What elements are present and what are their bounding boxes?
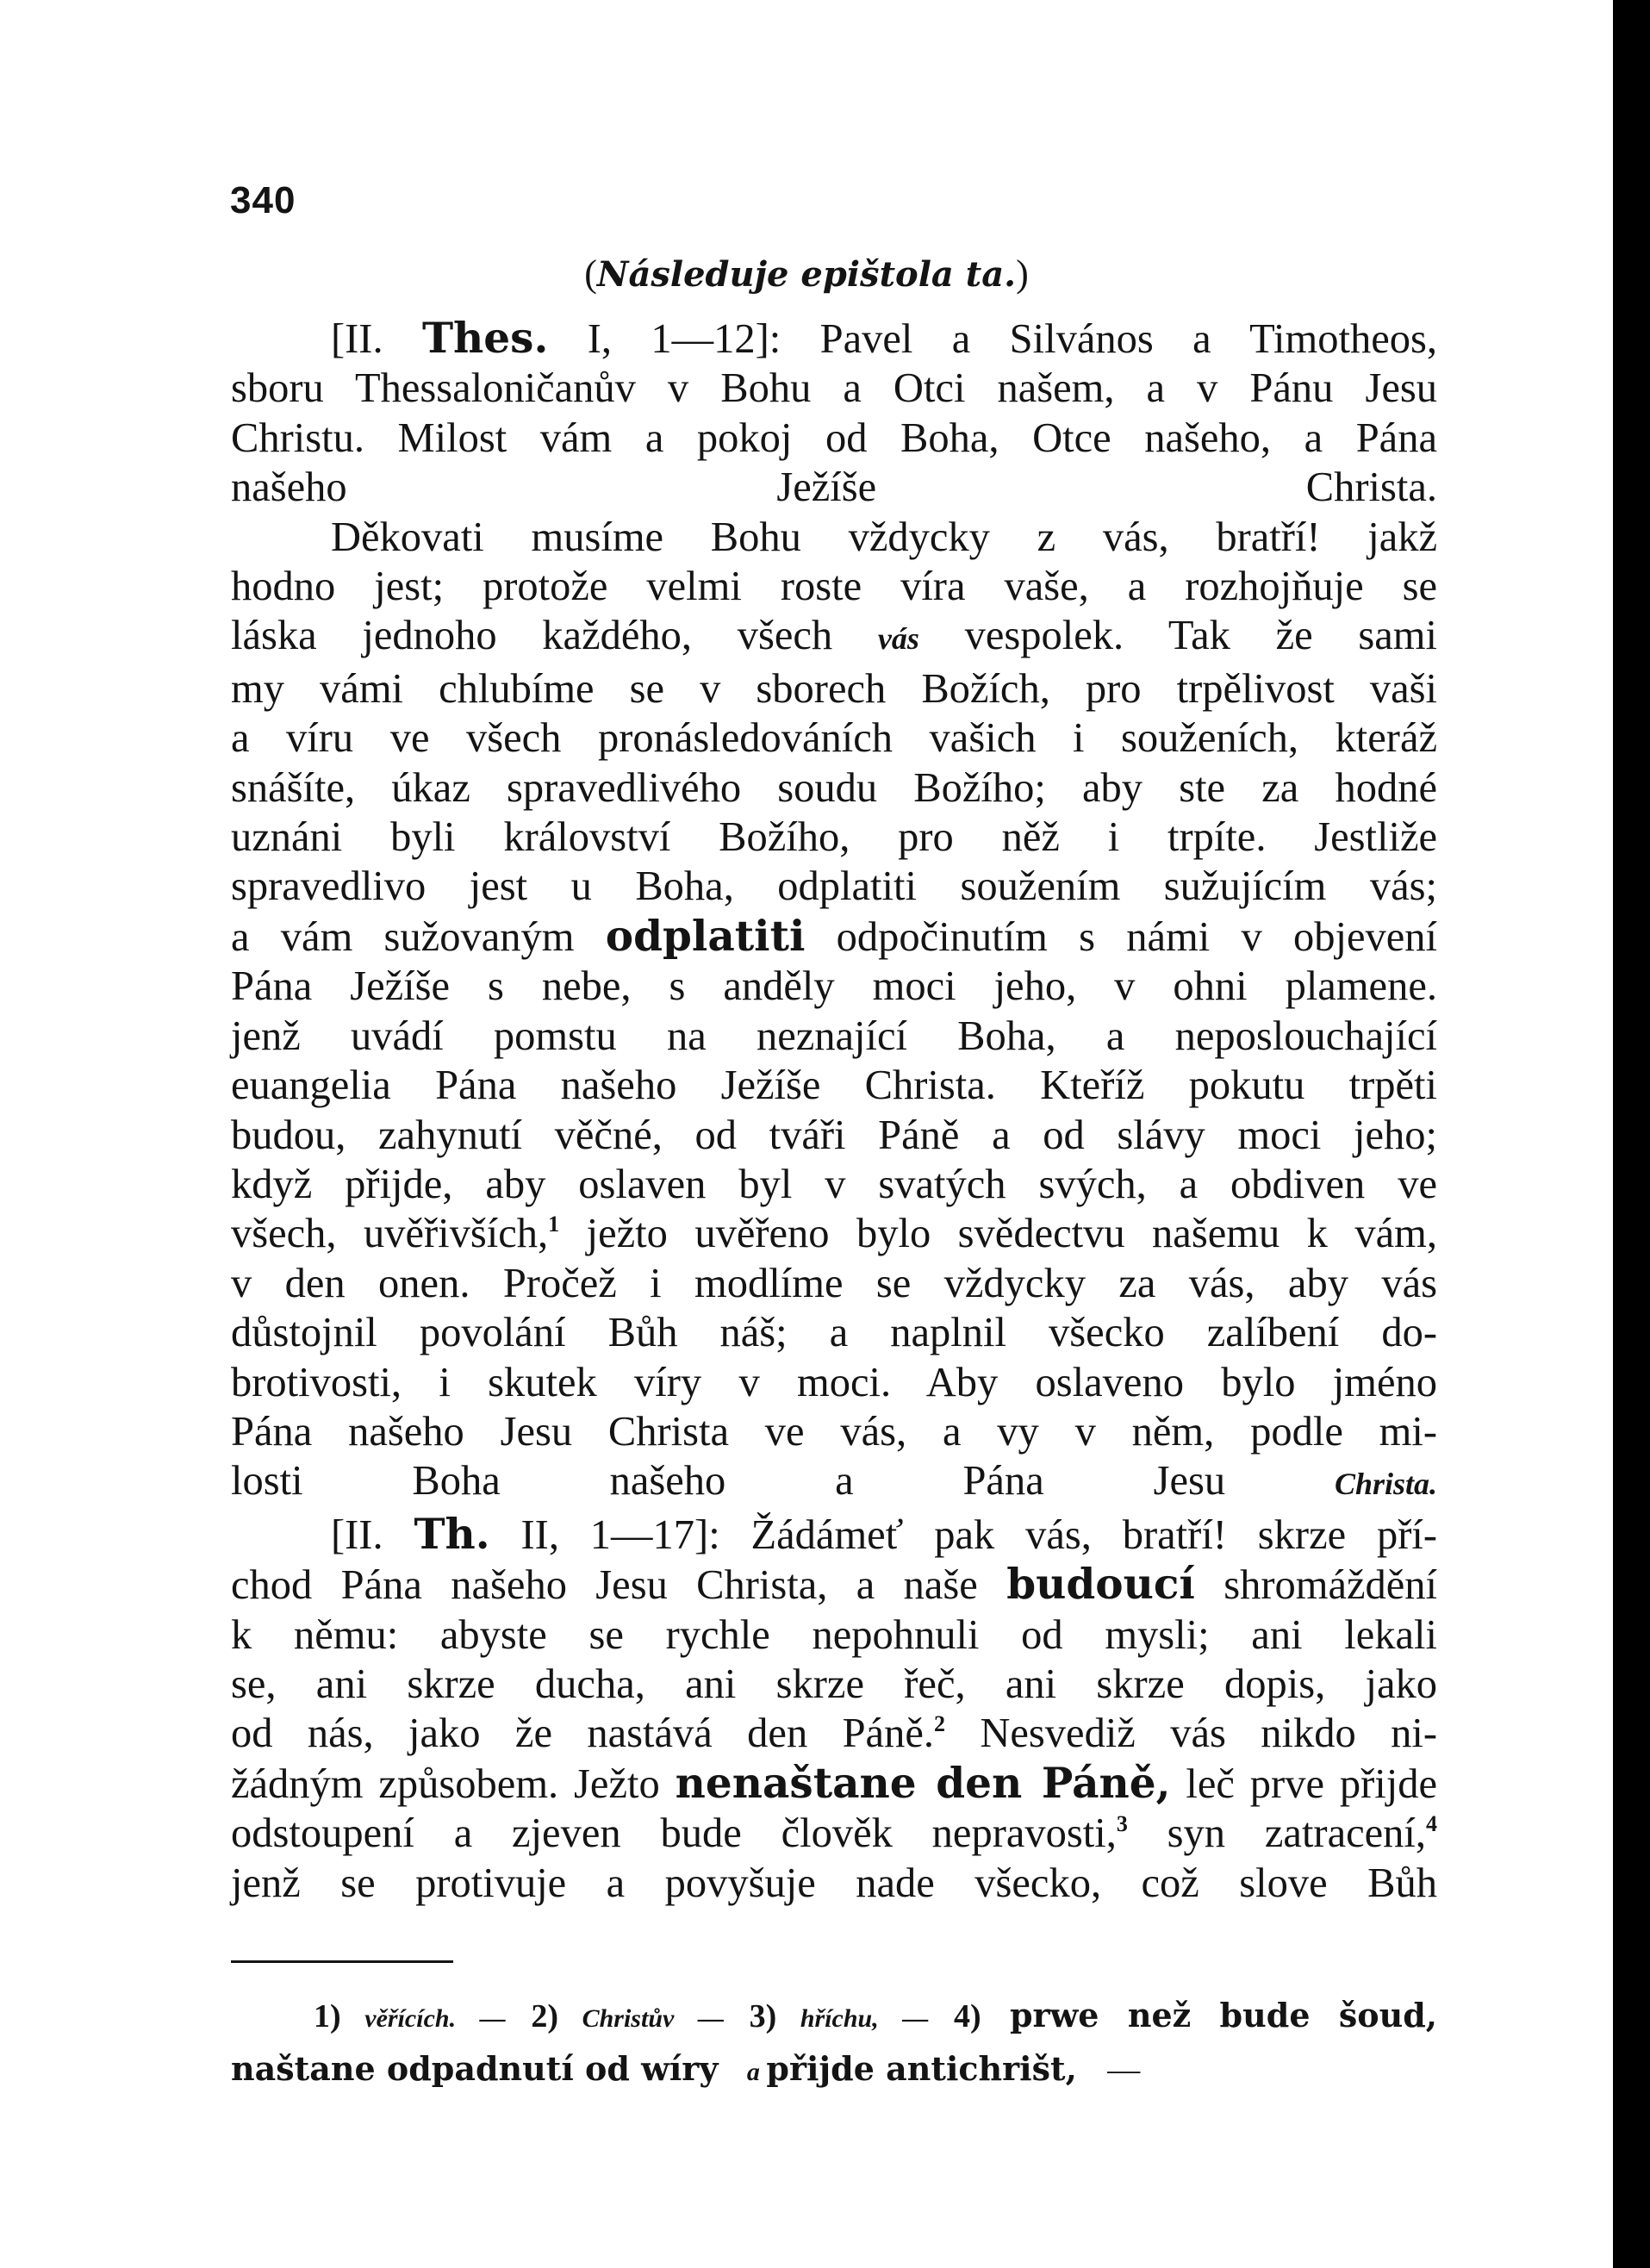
text-line: důstojnil povolání Bůh náš; a naplnil všecko zalíbení do- [231,1310,1437,1356]
text-line: Christu. Milost vám a pokoj od Boha, Otce našeho, a Pána [231,414,1437,461]
text-line: k němu: abyste se rychle nepohnuli od mysli; ani lekali [231,1611,1437,1658]
paragraph-3 [231,1510,1437,1908]
text-line: spravedlivo jest u Boha, odplatiti soužením sužujícím vás; [231,863,1437,910]
text-line: našeho Ježíše Christa. [231,464,1437,511]
text-line: sboru Thessaloničanův v Bohu a Otci našem, a v Pánu Jesu [231,365,1437,412]
text-line: když přijde, aby oslaven byl v svatých svých, a obdiven ve [231,1161,1437,1207]
text-line: losti Boha našeho a Pána Jesu Christa. [231,1458,1437,1505]
blackletter-word: odplatiti [605,911,806,961]
page-number: 340 [230,179,296,221]
text-line: se, ani skrze ducha, ani skrze řeč, ani skrze dopis, jako [231,1660,1437,1707]
bible-reference: [II. Th. II, 1—17]: [331,1509,720,1559]
heading-blackletter: Následuje epištola ta. [596,254,1017,295]
text-line: Děkovati musíme Bohu vždycky z vás, bratří! jakž [331,514,1437,560]
text-line: jenž se protivuje a povyšuje nade všecko, což slove Bůh [231,1860,1437,1906]
text-line: a vám sužovaným odplatiti odpočinutím s námi v objevení [231,911,1437,961]
text-line: všech, uvěřivších,$^1$ ježto uvěřeno bylo svědectvu našemu k vám, [231,1211,1437,1257]
footnote-marker: 2 [934,1711,945,1737]
footnote-marker: 1 [548,1212,560,1237]
text-line: [II. Th. II, 1—17]: Žádámeť pak vás, bratří! skrze pří- [331,1509,1437,1559]
footnote-marker: 3 [1116,1811,1128,1837]
footnote-number: 4) [953,1998,981,2034]
footnote-divider [231,1960,453,1963]
footnote-marker: 4 [1426,1811,1438,1837]
main-text [231,314,1437,1908]
footnote-line: 1) věřících. — 2) Christův — 3) hříchu, — 4) prwe než bude šoud, [314,1996,1438,2034]
footnote-number: 3) [749,1998,777,2034]
text-line: uznáni byli království Božího, pro něž i trpíte. Jestliže [231,814,1437,861]
footnotes [231,1991,1437,2097]
blackletter-word: nenaštane den Páně, [675,1758,1171,1808]
text-line: chod Pána našeho Jesu Christa, a naše budoucí shromáždění [231,1560,1438,1610]
blackletter-word: budoucí [1006,1560,1195,1610]
footnote-line: naštane odpadnutí od wíry a přijde antichrišt, — [231,2049,1141,2088]
text-line: láska jednoho každého, všech vás vespolek. Tak že sami [231,613,1437,659]
text-line: snášíte, úkaz spravedlivého soudu Božího; aby ste za hodné [231,764,1437,811]
text-line: v den onen. Pročež i modlíme se vždycky za vás, aby vás [231,1260,1437,1306]
footnote-number: 1) [314,1998,341,2034]
text-line: žádným způsobem. Ježto nenaštane den Páně, leč prve přijde [231,1758,1437,1808]
section-heading [172,252,1441,296]
heading-paren-close: ) [1016,252,1029,295]
text-line: hodno jest; protože velmi roste víra vaše, a rozhojňuje se [231,564,1437,610]
text-line: a víru ve všech pronásledováních vašich i souženích, kteráž [231,715,1437,762]
text-line: odstoupení a zjeven bude člověk nepravosti,$^3$ syn zatracení,$^4$ [231,1810,1438,1857]
text-line: od nás, jako že nastává den Páně.$^2$ Nesvediž vás nikdo ni- [231,1710,1437,1757]
paragraph-2 [231,513,1437,1510]
footnote-number: 2) [531,1998,558,2034]
bible-reference: [II. Thes. I, 1—12]: [331,314,781,363]
text-line: budou, zahynutí věčné, od tváři Páně a od slávy moci jeho; [231,1112,1437,1158]
italic-word: vás [877,621,919,657]
text-line: my vámi chlubíme se v sborech Božích, pro trpělivost vaši [231,665,1437,712]
text-line: [II. Thes. I, 1—12]: Pavel a Silvános a Timotheos, [331,314,1438,363]
text-line: euangelia Pána našeho Ježíše Christa. Kteříž pokutu trpěti [231,1062,1437,1109]
text-line: brotivosti, i skutek víry v moci. Aby oslaveno bylo jméno [231,1359,1437,1405]
heading-paren-open: ( [584,252,597,295]
text-line: Pána Ježíše s nebe, s anděly moci jeho, v ohni plamene. [231,963,1437,1010]
text-line: Pána našeho Jesu Christa ve vás, a vy v něm, podle mi- [231,1408,1437,1455]
paragraph-1 [231,314,1437,513]
italic-word: Christa. [1334,1467,1437,1502]
text-line: jenž uvádí pomstu na neznající Boha, a neposlouchající [231,1012,1437,1059]
